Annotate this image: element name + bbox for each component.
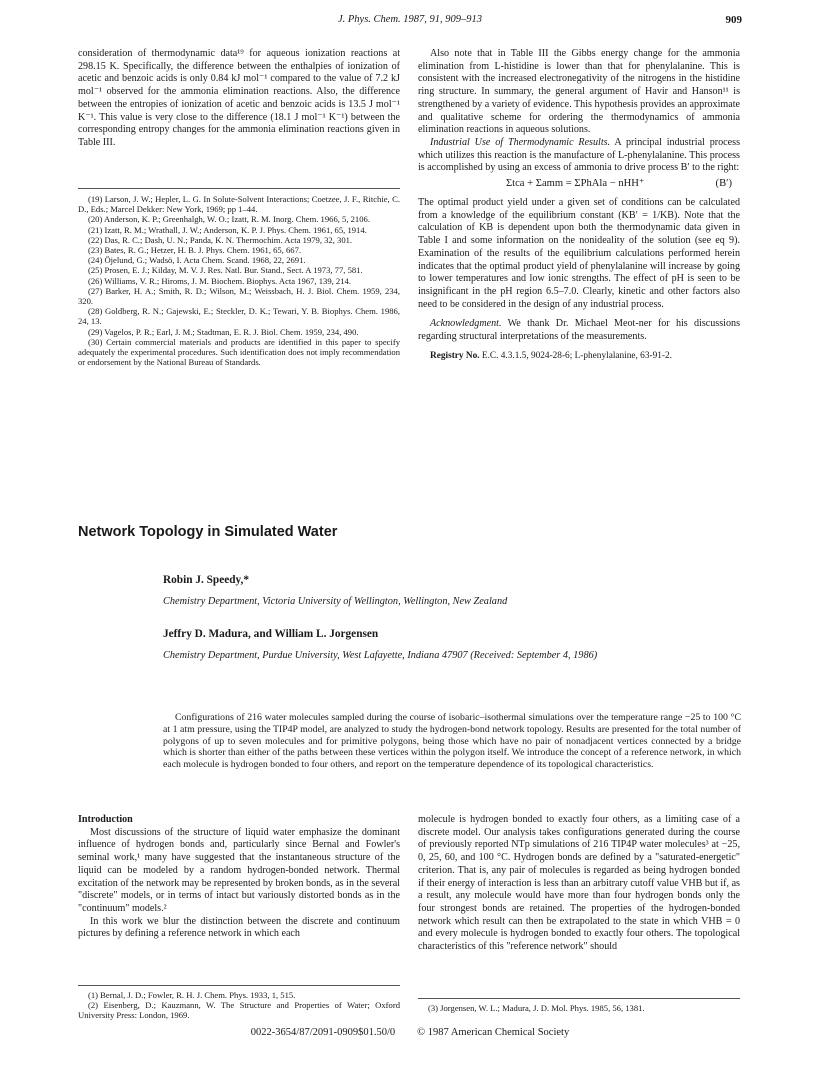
reference-item: (21) Izatt, R. M.; Wrathall, J. W.; Anderson, K. P. J. Phys. Chem. 1961, 65, 1914. [88,224,367,235]
affiliation-1: Chemistry Department, Victoria University of Wellington, Wellington, New Zealand [163,596,508,607]
affiliation-2: Chemistry Department, Purdue University, West Lafayette, Indiana 47907 (Received: September 4, 1986) [163,650,598,661]
paragraph: The optimal product yield under a given set of conditions can be calculated from a knowledge of the equilibrium constant (KB′ = 1/KB). Note that the calculation of KB is dependent upon both the thermodynamic data given in Table I and some information on the nonideality of the solution (see eq 9). Examination of the results of the equilibrium calculations performed herein indicates that the optimal product yield of phenylalanine will increase by going to lower temperatures and low ionic strengths. The effect of pH is seen to be insignificant in the pH region 6.5–7.0. Clearly, kinetic and other factors also need to be considered in the design of any industrial process. [418,197,740,310]
article-title: Network Topology in Simulated Water [78,524,338,540]
journal-code: 0022-3654/87/2091-0909$01.50/0 [250,1027,396,1038]
abstract: Configurations of 216 water molecules sampled during the course of isobaric–isothermal simulations over the temperature range −25 to 100 °C at 1 atm pressure, using the TIP4P model, are analyzed to study the hydrogen-bond network topology. Results are presented for the total number of polygons of up to seven molecules and for primitive polygons, being those which have no pair of nonadjacent vertices connected by a bridge which is shorter than either of the paths between these vertices within the polygon itself. We introduce the concept of a reference network, in which each molecule is hydrogen bonded to four others, and report on the temperature dependence of its topological characteristics. [163,712,741,771]
paragraph: Most discussions of the structure of liquid water emphasize the dominant influence of hydrogen bonds and, particularly since Bernal and Fowler's seminal work,¹ many have suggested that the instantaneous structure of the liquid can be modeled by a random hydrogen-bonded network. Thermal excitation of the network may be represented by broken bonds, as in the several "discrete" models, or in terms of intact but variously distorted bonds as in the "continuum" models.² [78,826,400,914]
intro-left-column [78,814,400,941]
equation-b-prime [418,178,740,193]
reference-item: (23) Bates, R. G.; Hetzer, H. B. J. Phys. Chem. 1961, 65, 667. [88,245,302,256]
reference-item: (2) Eisenberg, D.; Kauzmann, W. The Structure and Properties of Water; Oxford University Press: London, 1969. [78,1000,400,1021]
reference-item: (20) Anderson, K. P.; Greenhalgh, W. O.; Izatt, R. M. Inorg. Chem. 1966, 5, 2106. [88,214,370,225]
reference-item: (29) Vagelos, P. R.; Earl, J. M.; Stadtman, E. R. J. Biol. Chem. 1959, 234, 490. [88,326,359,337]
page-footer [0,1027,820,1038]
reference-item: (22) Das, R. C.; Dash, U. N.; Panda, K. N. Thermochim. Acta 1979, 32, 301. [88,234,353,245]
reference-list-bottom-left [78,990,400,1021]
reference-list-bottom-right [418,1003,740,1013]
left-column-top [78,48,400,150]
paragraph: molecule is hydrogen bonded to exactly four others, as a limiting case of a discrete model. Our analysis takes configurations generated during the course of previously reported NTp simulations of 216 TIP4P water molecules³ at −25, 0, 25, 60, and 100 °C. Hydrogen bonds are defined by a "saturated-energetic" criterion. That is, any pair of molecules is regarded as being hydrogen bonded if their energy of interaction is less than an arbitrary cutoff value VHB but if, as a result, any molecule would have more than four hydrogen bonds only the four strongest bonds are retained. The properties of the hydrogen-bonded network which result can then be extrapolated to the state in which VHB = 0 and every molecule is hydrogen bonded to exactly four others. The topological characteristics of this "reference network" should [418,814,740,953]
right-column-top [418,48,740,362]
page-number: 909 [725,14,742,26]
registry-numbers: Registry No. E.C. 4.3.1.5, 9024-28-6; L-phenylalanine, 63-91-2. [430,350,672,361]
reference-item: (3) Jorgensen, W. L.; Madura, J. D. Mol. Phys. 1985, 56, 1381. [428,1003,645,1013]
run-in-heading: Industrial Use of Thermodynamic Results. [430,136,611,148]
equation-tag: (B′) [715,178,732,190]
running-header [0,14,820,32]
footnote-rule [418,998,740,999]
reference-list-top [78,194,400,367]
reference-item: (19) Larson, J. W.; Hepler, L. G. In Solute-Solvent Interactions; Coetzee, J. F., Ritchie, C. D., Eds.; Marcel Dekker: New York, 1969; pp 1–44. [78,194,400,215]
reference-item: (26) Williams, V. R.; Hiroms, J. M. Biochem. Biophys. Acta 1967, 139, 214. [88,275,351,286]
acknowledgment: Acknowledgment. We thank Dr. Michael Meot-ner for his discussions regarding structural interpretations of the measurements. [418,318,740,343]
footnote-rule [78,188,400,189]
paragraph: consideration of thermodynamic data¹⁹ for aqueous ionization reactions at 298.15 K. Specifically, the difference between the enthalpies of ionization of acetic and benzoic acids is only 0.84 kJ mol⁻¹ compared to the value of 7.2 kJ mol⁻¹ observed for the ammonia elimination reactions. Also, the difference between the entropies of ionization of acetic and benzoic acids is 13.5 J mol⁻¹ K⁻¹. This value is very close to the difference (18.1 J mol⁻¹ K⁻¹) between the corresponding entropy changes for the ammonia elimination reactions given in Table III. [78,48,400,148]
reference-item: (30) Certain commercial materials and products are identified in this paper to specify adequately the experimental procedures. Such identification does not imply recommendation or endorsement by the National Bureau of Standards. [78,336,400,368]
paragraph-industrial: Industrial Use of Thermodynamic Results. A principal industrial process which utilizes this reaction is the manufacture of L-phenylalanine. This process is accomplished by using an excess of ammonia to drive process B′ to the right: [418,136,740,174]
author-line-2: Jeffry D. Madura, and William L. Jorgensen [163,628,379,640]
journal-citation: J. Phys. Chem. 1987, 91, 909–913 [337,14,483,25]
equation-body: Σtca + Σamm = ΣPhAla − nHH⁺ [506,178,645,190]
copyright-notice: © 1987 American Chemical Society [417,1027,570,1038]
paragraph: In this work we blur the distinction between the discrete and continuum pictures by defining a reference network in which each [78,915,400,940]
footnote-rule [78,985,400,986]
intro-right-column [418,814,740,954]
reference-item: (28) Goldberg, R. N.; Gajewski, E.; Steckler, D. K.; Tewari, Y. B. Biophys. Chem. 1986, 24, 13. [78,306,400,327]
section-heading: Introduction [78,814,133,825]
reference-item: (27) Barker, H. A.; Smith, R. D.; Wilson, M.; Weissbach, H. J. Biol. Chem. 1959, 234, 320. [78,285,400,307]
reference-item: (25) Prosen, E. J.; Kilday, M. V. J. Res. Natl. Bur. Stand., Sect. A 1973, 77, 581. [88,265,363,276]
paragraph: Also note that in Table III the Gibbs energy change for the ammonia elimination from L-histidine is lower than that for phenylalanine. This is consistent with the increased electronegativity of the nitrogens in the histidine ring structure. In summary, the general argument of Havir and Hanson¹¹ is strengthened by a variety of evidence. This hypothesis provides an approximate and qualitative scheme for ordering the thermodynamics of ammonia elimination reactions in aqueous solutions. [418,48,740,136]
reference-item: (1) Bernal, J. D.; Fowler, R. H. J. Chem. Phys. 1933, 1, 515. [88,990,296,1000]
author-line-1: Robin J. Speedy,* [163,574,250,586]
reference-item: (24) Öjelund, G.; Wadsö, I. Acta Chem. Scand. 1968, 22, 2691. [88,255,306,266]
